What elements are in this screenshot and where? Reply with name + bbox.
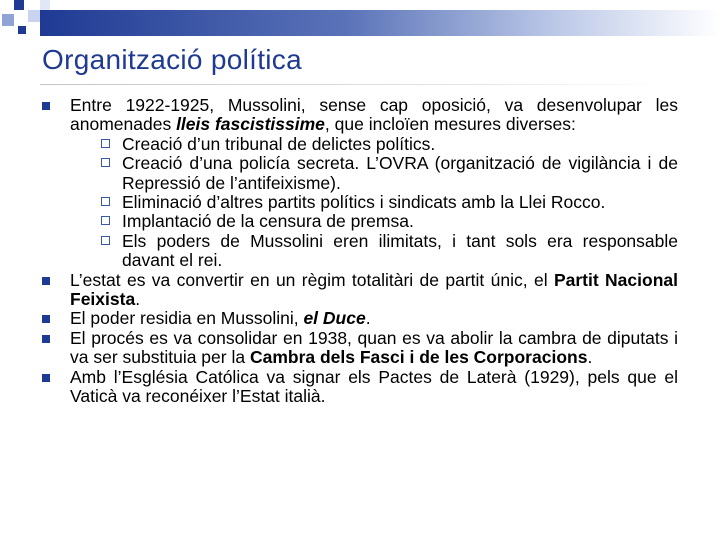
bullet-text: Entre 1922-1925, Mussolini, sense cap oposició, va desenvolupar les anomenades [70,95,678,135]
bullet-item [40,329,678,368]
bullet-text: , que incloïen mesures diverses: [324,114,576,135]
deco-square [28,10,40,22]
bullet-item [40,96,678,271]
deco-square [18,26,26,34]
bullet-item [40,309,678,328]
bullet-text: lleis fascistissime [176,114,325,135]
bullet-item [40,368,678,407]
bullet-text: El poder residia en Mussolini, [70,308,304,329]
bullet-text: . [135,289,141,310]
bullet-text: L’estat es va convertir en un règim totalitàri de partit únic, el [70,269,554,290]
bullet-text: . [587,347,593,368]
slide-body [40,96,678,407]
bullet-text: El procés es va consolidar en 1938, quan es va abolir la cambra de diputats i va ser substituia per la [70,327,678,368]
bullet-text: Partit Nacional Feixista [70,269,678,310]
bullet-text: Cambra dels Fasci i de les Corporacions [249,347,588,368]
header-band [40,10,720,36]
bullet-text: Amb l’Església Católica va signar els Pactes de Laterà (1929), pels que el Vaticà va reconéixer l’Estat italià. [70,366,678,407]
bullet-text: . [365,308,371,329]
sub-bullet-item: Eliminació d’altres partits polítics i sindicats amb la Llei Rocco. [100,193,678,212]
page-title: Organització política [42,44,302,75]
sub-bullet-item: Creació d’un tribunal de delictes polítics. [100,135,678,154]
sub-bullet-item: Creació d’una policía secreta. L’OVRA (organització de vigilància i de Repressió de l’antifeixisme). [100,154,678,193]
bullet-list [40,96,678,407]
sub-bullet-item: Implantació de la censura de premsa. [100,212,678,231]
sub-bullet-list [70,135,678,271]
sub-bullet-item: Els poders de Mussolini eren ilimitats, i tant sols era responsable davant el rei. [100,232,678,271]
title-divider [40,84,670,85]
deco-square [14,0,24,10]
deco-square [40,0,50,10]
deco-square [2,14,14,26]
bullet-text: el Duce [303,308,366,329]
bullet-item [40,271,678,310]
